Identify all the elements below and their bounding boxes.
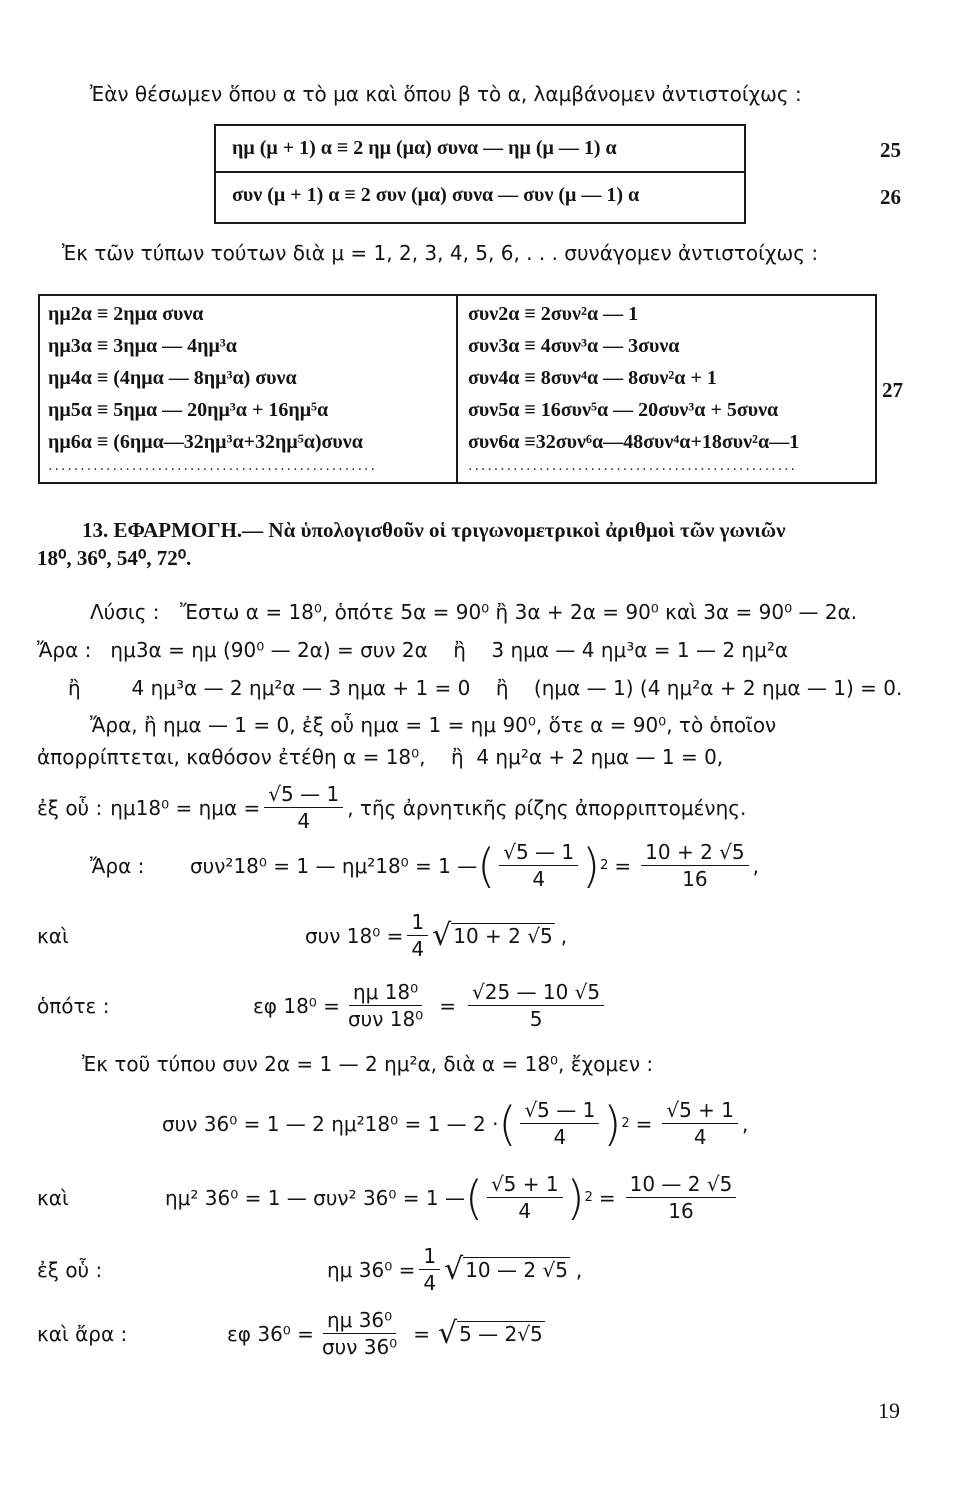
eq3-left: συν 18⁰ = xyxy=(305,923,404,948)
eq2-result-denominator: 16 xyxy=(682,867,708,891)
eq7-radicand: 10 — 2 √5 xyxy=(465,1258,568,1282)
equation-number-26: 26 xyxy=(880,185,901,209)
radical-icon: √ xyxy=(437,1316,458,1351)
eq8-denominator: συν 36⁰ xyxy=(321,1335,398,1359)
eq7-numerator: 1 xyxy=(419,1244,440,1270)
eq6-numerator: √5 + 1 xyxy=(487,1172,563,1198)
eq8-numerator: ημ 36⁰ xyxy=(323,1308,396,1334)
solution-label: Λύσις : xyxy=(90,600,160,624)
eq2-denominator: 4 xyxy=(532,867,546,891)
left-dots: ................................................... xyxy=(48,458,377,474)
eq4-label: ὁπότε : xyxy=(37,993,110,1018)
eq4-numerator: ημ 18⁰ xyxy=(349,980,422,1006)
cos-6a: συν6α ≡32συν⁶α—48συν⁴α+18συν²α—1 xyxy=(468,431,800,453)
open-paren: ( xyxy=(464,1170,483,1225)
eq5-left: συν 36⁰ = 1 — 2 ημ²18⁰ = 1 — 2 · xyxy=(162,1111,499,1136)
eq4-left: εφ 18⁰ = xyxy=(253,993,340,1018)
equation-number-27: 27 xyxy=(882,378,903,402)
radical-icon: √ xyxy=(432,918,452,953)
eq5-result-numerator: √5 + 1 xyxy=(662,1098,738,1124)
open-paren: ( xyxy=(477,838,496,893)
eq8-radicand: 5 — 2√5 xyxy=(459,1322,543,1346)
section-heading: 13. ΕΦΑΡΜΟΓΗ.— Νὰ ὑπολογισθοῦν οἱ τριγωνομετρικοὶ ἀριθμοὶ τῶν γωνιῶν xyxy=(82,518,786,542)
eq8-label: καὶ ἄρα : xyxy=(37,1321,128,1346)
identity-cos: συν (μ + 1) α ≡ 2 συν (μα) συνα — συν (μ — 1) α xyxy=(232,184,640,206)
eq5-comma: , xyxy=(742,1111,749,1136)
equation-sin18 xyxy=(37,782,746,833)
eq1-tail: , τῆς ἀρνητικῆς ρίζης ἀπορριπτομένης. xyxy=(347,795,747,820)
section-heading-angles: 18⁰, 36⁰, 54⁰, 72⁰. xyxy=(37,546,192,570)
eq2-equals: = xyxy=(614,853,632,878)
eq3-denominator: 4 xyxy=(411,937,425,961)
solution-line-4: Ἄρα, ἢ ημα — 1 = 0, ἐξ οὗ ημα = 1 = ημ 90⁰, ὅτε α = 90⁰, τὸ ὁποῖον xyxy=(90,713,777,737)
eq4-result-numerator: √25 — 10 √5 xyxy=(468,980,604,1006)
eq7-comma: , xyxy=(575,1257,583,1282)
page-number: 19 xyxy=(878,1398,900,1423)
sin-2a: ημ2α ≡ 2ημα συνα xyxy=(48,303,204,325)
eq2-label: Ἄρα : xyxy=(90,853,145,878)
close-paren: ) xyxy=(603,1096,622,1151)
eq6-equals: = xyxy=(598,1185,616,1210)
solution-line-3: ἢ 4 ημ³α — 2 ημ²α — 3 ημα + 1 = 0 ἢ (ημα — 1) (4 ημ²α + 2 ημα — 1) = 0. xyxy=(68,676,903,700)
solution-line-1: Ἔστω α = 18⁰, ὁπότε 5α = 90⁰ ἢ 3α + 2α = 90⁰ καὶ 3α = 90⁰ — 2α. xyxy=(180,600,858,624)
equation-cos2-18 xyxy=(90,840,759,891)
eq8-equals: = xyxy=(413,1321,430,1346)
eq5-exponent: 2 xyxy=(621,1116,630,1131)
eq4-denominator: συν 18⁰ xyxy=(347,1007,424,1031)
eq1-label: ἐξ οὗ : xyxy=(37,795,103,820)
solution-line-5: ἀπορρίπτεται, καθόσον ἐτέθη α = 18⁰, ἢ 4 ημ²α + 2 ημα — 1 = 0, xyxy=(37,745,724,769)
eq1-denominator: 4 xyxy=(297,809,311,833)
eq6-left: ημ² 36⁰ = 1 — συν² 36⁰ = 1 — xyxy=(165,1185,465,1210)
solution-line-2: Ἄρα : ημ3α = ημ (90⁰ — 2α) = συν 2α ἢ 3 ημα — 4 ημ³α = 1 — 2 ημ²α xyxy=(37,638,789,662)
open-paren: ( xyxy=(498,1096,517,1151)
eq5-numerator: √5 — 1 xyxy=(520,1098,599,1124)
eq6-result-numerator: 10 — 2 √5 xyxy=(626,1172,737,1198)
intro-text: Ἐὰν θέσωμεν ὅπου α τὸ μα καὶ ὅπου β τὸ α, λαμβάνομεν ἀντιστοίχως : xyxy=(90,82,802,106)
eq2-exponent: 2 xyxy=(600,858,609,873)
eq2-numerator: √5 — 1 xyxy=(499,840,578,866)
sin-6a: ημ6α ≡ (6ημα—32ημ³α+32ημ⁵α)συνα xyxy=(48,431,363,453)
eq1-left: ημ18⁰ = ημα = xyxy=(110,795,261,820)
equation-sin36 xyxy=(37,1244,582,1295)
eq3-comma: , xyxy=(560,923,568,948)
eq3-label: καὶ xyxy=(37,923,69,948)
eq3-numerator: 1 xyxy=(407,910,428,936)
radical-icon: √ xyxy=(444,1252,464,1287)
cos-2a: συν2α ≡ 2συν²α — 1 xyxy=(468,303,639,325)
eq6-denominator: 4 xyxy=(518,1199,532,1223)
eq7-label: ἐξ οὗ : xyxy=(37,1257,103,1282)
close-paren: ) xyxy=(582,838,601,893)
eq2-left: συν²18⁰ = 1 — ημ²18⁰ = 1 — xyxy=(190,853,478,878)
line-formulas-intro: Ἐκ τῶν τύπων τούτων διὰ μ = 1, 2, 3, 4, 5, 6, . . . συνάγομεν ἀντιστοίχως : xyxy=(62,241,819,265)
sin-4a: ημ4α ≡ (4ημα — 8ημ³α) συνα xyxy=(48,367,297,389)
eq6-exponent: 2 xyxy=(584,1190,593,1205)
eq6-label: καὶ xyxy=(37,1185,69,1210)
equation-tan36 xyxy=(37,1308,545,1359)
eq5-equals: = xyxy=(635,1111,653,1136)
eq8-left: εφ 36⁰ = xyxy=(227,1321,314,1346)
cos-5a: συν5α ≡ 16συν⁵α — 20συν³α + 5συνα xyxy=(468,399,779,421)
eq7-left: ημ 36⁰ = xyxy=(327,1257,416,1282)
eq2-result-numerator: 10 + 2 √5 xyxy=(641,840,748,866)
equation-cos36 xyxy=(162,1098,748,1149)
eq7-denominator: 4 xyxy=(423,1271,437,1295)
sin-5a: ημ5α ≡ 5ημα — 20ημ³α + 16ημ⁵α xyxy=(48,399,329,421)
equation-number-25: 25 xyxy=(880,138,901,162)
table-divider xyxy=(456,294,458,482)
eq6-result-denominator: 16 xyxy=(668,1199,694,1223)
eq3-radicand: 10 + 2 √5 xyxy=(453,924,553,948)
eq4-result-denominator: 5 xyxy=(529,1007,543,1031)
cos-4a: συν4α ≡ 8συν⁴α — 8συν²α + 1 xyxy=(468,367,717,389)
equation-cos18 xyxy=(37,910,567,961)
eq4-equals: = xyxy=(439,993,456,1018)
equation-sin2-36 xyxy=(37,1172,740,1223)
eq2-comma: , xyxy=(752,853,759,878)
eq5-result-denominator: 4 xyxy=(693,1125,707,1149)
right-dots: ................................................... xyxy=(468,458,797,474)
eq5-denominator: 4 xyxy=(553,1125,567,1149)
equation-tan18 xyxy=(37,980,608,1031)
identity-sin: ημ (μ + 1) α ≡ 2 ημ (μα) συνα — ημ (μ — 1) α xyxy=(232,137,617,159)
cos-3a: συν3α ≡ 4συν³α — 3συνα xyxy=(468,335,680,357)
close-paren: ) xyxy=(566,1170,585,1225)
box-divider xyxy=(214,171,744,173)
sin-3a: ημ3α ≡ 3ημα — 4ημ³α xyxy=(48,335,237,357)
eq1-numerator: √5 — 1 xyxy=(264,782,343,808)
formula-line: Ἐκ τοῦ τύπου συν 2α = 1 — 2 ημ²α, διὰ α = 18⁰, ἔχομεν : xyxy=(82,1052,654,1076)
